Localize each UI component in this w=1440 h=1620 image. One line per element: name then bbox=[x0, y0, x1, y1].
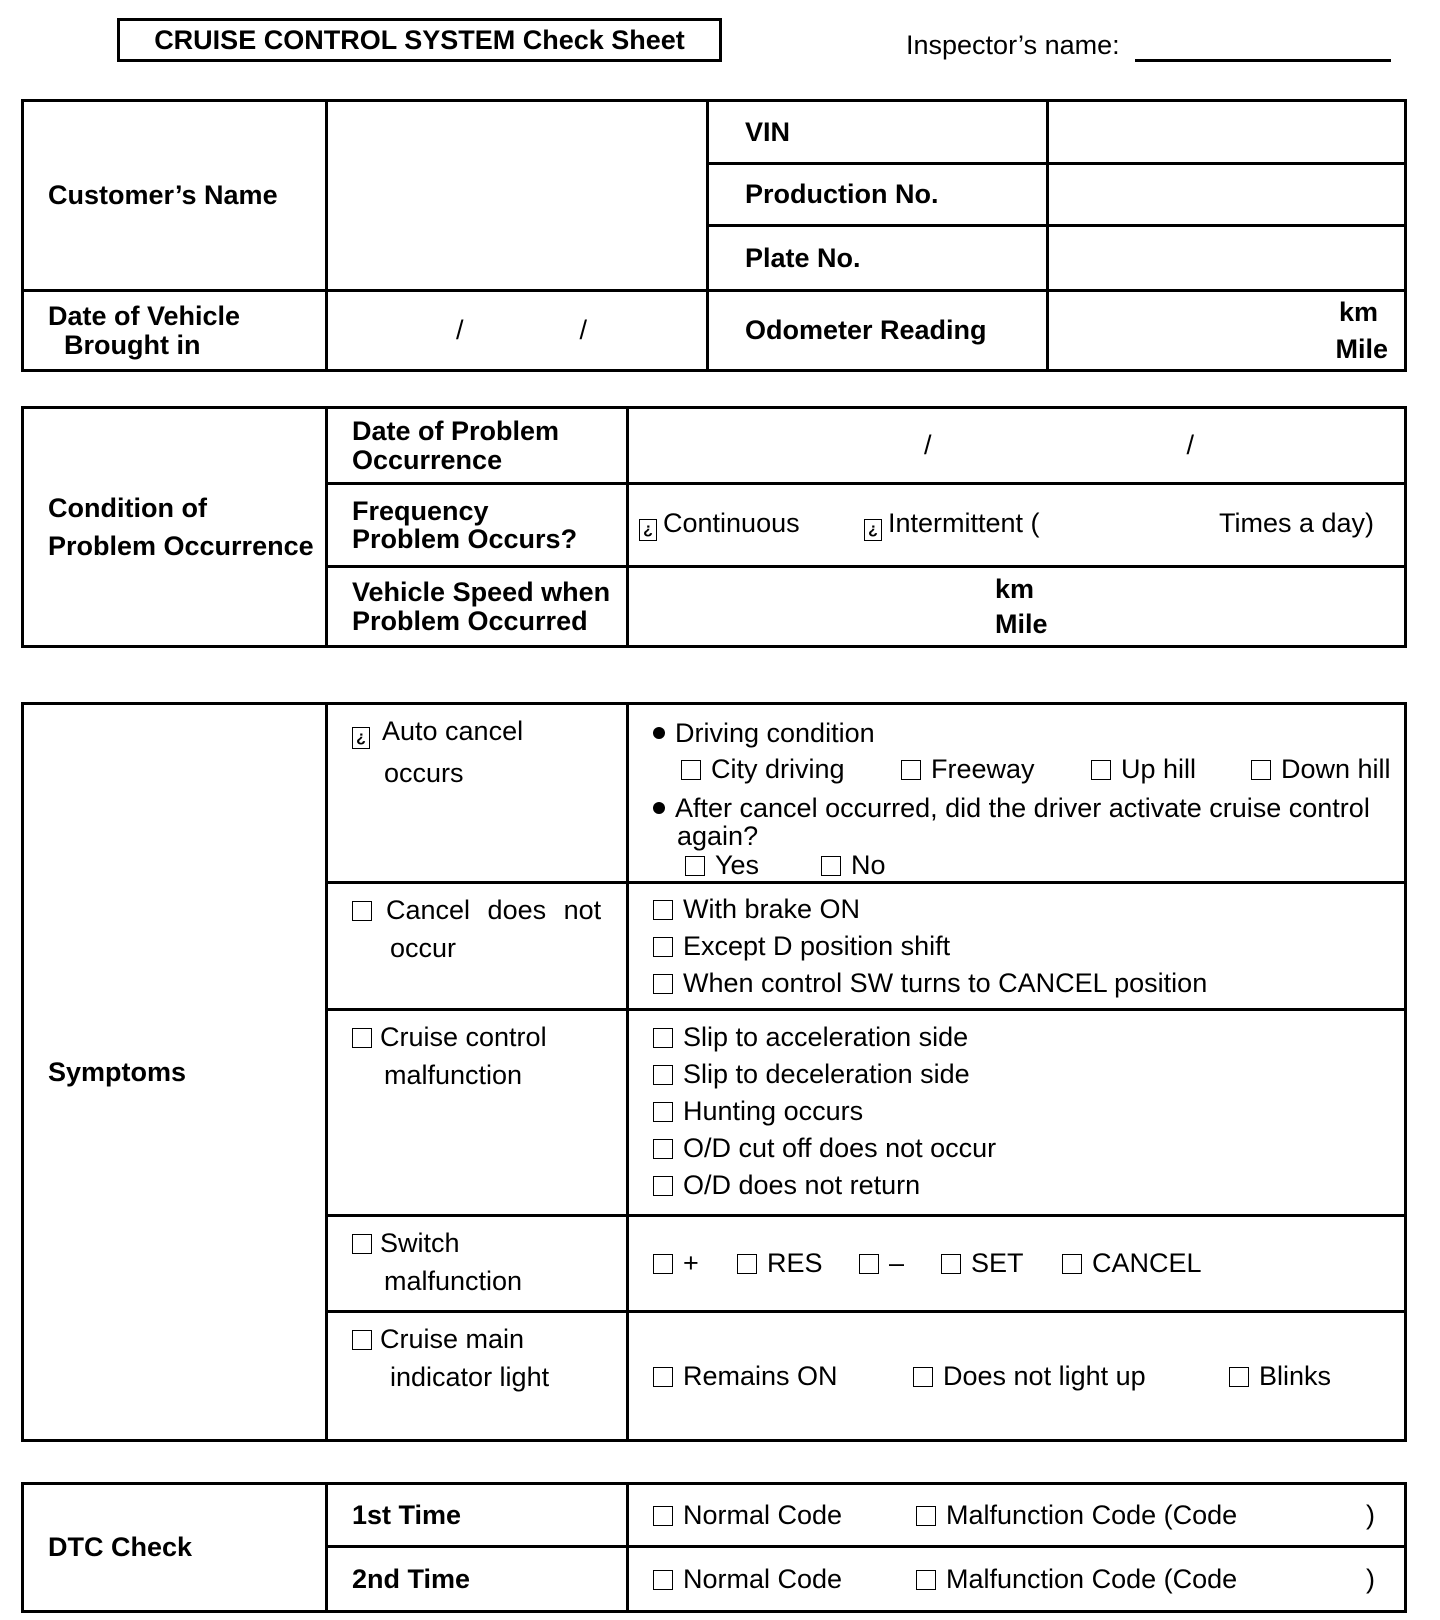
option-label: Yes bbox=[715, 850, 760, 880]
label-line: Occurrence bbox=[352, 444, 503, 475]
hunting-option[interactable] bbox=[629, 1093, 1404, 1130]
checkbox-icon[interactable] bbox=[653, 900, 673, 920]
vin-field[interactable] bbox=[1048, 101, 1406, 164]
label-line: Problem Occurred bbox=[352, 605, 588, 636]
slip-decel-option[interactable] bbox=[629, 1056, 1404, 1093]
close-paren: ) bbox=[1366, 1563, 1375, 1594]
checkbox-icon[interactable] bbox=[1251, 760, 1271, 780]
cancel-option[interactable] bbox=[1062, 1249, 1202, 1277]
label-line: Brought in bbox=[64, 329, 201, 360]
checkbox-icon[interactable] bbox=[352, 1330, 372, 1350]
option-label: Hunting occurs bbox=[683, 1096, 864, 1126]
checkbox-icon[interactable] bbox=[859, 1254, 879, 1274]
option-label: Cruise main bbox=[380, 1324, 525, 1354]
speed-label bbox=[327, 567, 628, 647]
checkbox-icon[interactable] bbox=[681, 760, 701, 780]
option-label: + bbox=[683, 1248, 699, 1279]
option-label: occur bbox=[390, 933, 457, 964]
mile-unit: Mile bbox=[1335, 333, 1388, 364]
close-paren: ) bbox=[1366, 1499, 1375, 1530]
option-label: Continuous bbox=[663, 508, 800, 538]
bullet-icon bbox=[653, 802, 665, 814]
slip-accel-option[interactable] bbox=[629, 1019, 1404, 1056]
option-label: Cruise control bbox=[380, 1022, 547, 1052]
production-no-label: Production No. bbox=[708, 164, 1048, 226]
normal-code-option[interactable] bbox=[653, 1565, 916, 1593]
plate-no-label: Plate No. bbox=[708, 226, 1048, 291]
option-label: Normal Code bbox=[683, 1563, 843, 1594]
minus-option[interactable] bbox=[859, 1249, 941, 1277]
option-label: Does not light up bbox=[943, 1360, 1146, 1391]
set-option[interactable] bbox=[941, 1249, 1062, 1277]
checkbox-icon[interactable] bbox=[653, 1028, 673, 1048]
malfunction-code-option[interactable] bbox=[916, 1565, 1366, 1593]
option-label: Normal Code bbox=[683, 1499, 843, 1530]
symptoms-table bbox=[21, 702, 1407, 1442]
cancel-not-details bbox=[628, 883, 1406, 1010]
option-label: O/D cut off does not occur bbox=[683, 1133, 997, 1163]
down-hill-option[interactable] bbox=[1251, 751, 1391, 787]
checkbox-icon[interactable] bbox=[653, 1102, 673, 1122]
remains-on-option[interactable] bbox=[653, 1362, 913, 1390]
checkbox-icon[interactable] bbox=[913, 1367, 933, 1387]
option-label: Down hill bbox=[1281, 754, 1391, 784]
checkbox-icon[interactable] bbox=[653, 1176, 673, 1196]
checkbox-icon[interactable] bbox=[1091, 760, 1111, 780]
condition-label bbox=[23, 408, 327, 647]
checkbox-icon[interactable] bbox=[352, 901, 372, 921]
question-label: After cancel occurred, did the driver activate cruise control bbox=[675, 793, 1370, 823]
auto-cancel-details bbox=[628, 704, 1406, 883]
option-label: Freeway bbox=[931, 754, 1035, 784]
checkbox-icon[interactable] bbox=[916, 1506, 936, 1526]
second-time-label: 2nd Time bbox=[327, 1547, 628, 1612]
plate-no-field[interactable] bbox=[1048, 226, 1406, 291]
option-label: indicator light bbox=[390, 1362, 550, 1393]
option-label: Except D position shift bbox=[683, 930, 951, 961]
label-line: Date of Problem bbox=[352, 416, 560, 447]
option-label: SET bbox=[971, 1248, 1024, 1279]
vehicle-info-table bbox=[21, 99, 1407, 372]
checkbox-icon[interactable] bbox=[941, 1254, 961, 1274]
checkbox-icon[interactable] bbox=[653, 1367, 673, 1387]
malfunction-code-option[interactable] bbox=[916, 1501, 1366, 1529]
odometer-field[interactable] bbox=[1048, 291, 1406, 371]
frequency-label bbox=[327, 484, 628, 567]
cruise-malfunction-option[interactable] bbox=[327, 1010, 628, 1216]
od-cutoff-option[interactable] bbox=[629, 1130, 1404, 1167]
yes-option[interactable] bbox=[685, 849, 821, 881]
inspector-label: Inspector’s name: bbox=[906, 30, 1120, 60]
question-label: again? bbox=[677, 821, 759, 851]
label-line: Vehicle Speed when bbox=[352, 577, 611, 608]
checkbox-icon[interactable] bbox=[1062, 1254, 1082, 1274]
problem-date-field[interactable] bbox=[628, 408, 1406, 484]
blinks-option[interactable] bbox=[1229, 1362, 1331, 1390]
except-d-option[interactable] bbox=[629, 928, 1404, 965]
option-label: When control SW turns to CANCEL position bbox=[683, 967, 1208, 998]
checkbox-icon[interactable]: ¿ bbox=[639, 519, 657, 541]
bullet-icon bbox=[653, 727, 665, 739]
checkbox-icon[interactable] bbox=[352, 1028, 372, 1048]
label-line: Frequency bbox=[352, 495, 489, 526]
customer-name-label: Customer’s Name bbox=[23, 101, 327, 291]
od-return-option[interactable] bbox=[629, 1167, 1404, 1204]
checkbox-icon[interactable] bbox=[685, 856, 705, 876]
option-label: Malfunction Code (Code bbox=[946, 1499, 1238, 1530]
checkbox-icon[interactable] bbox=[352, 1234, 372, 1254]
sheet-title: CRUISE CONTROL SYSTEM Check Sheet bbox=[117, 18, 722, 62]
checkbox-icon[interactable]: ¿ bbox=[352, 727, 370, 749]
condition-table bbox=[21, 406, 1407, 648]
option-label: malfunction bbox=[384, 1060, 523, 1091]
auto-cancel-option[interactable] bbox=[327, 704, 628, 883]
option-label: Remains ON bbox=[683, 1360, 838, 1391]
times-a-day-label: Times a day) bbox=[1219, 508, 1375, 538]
malfunction-details bbox=[628, 1010, 1406, 1216]
label-line: Date of Vehicle bbox=[48, 301, 241, 332]
driving-condition-label: Driving condition bbox=[675, 718, 875, 748]
checkbox-icon[interactable] bbox=[1229, 1367, 1249, 1387]
label-line: Problem Occurrence bbox=[48, 531, 314, 561]
intermittent-option[interactable] bbox=[864, 509, 1219, 541]
option-label: Slip to acceleration side bbox=[683, 1022, 969, 1052]
production-no-field[interactable] bbox=[1048, 164, 1406, 226]
option-label: RES bbox=[767, 1248, 823, 1279]
km-unit: km bbox=[995, 574, 1035, 605]
option-label: Auto cancel bbox=[382, 716, 524, 746]
continuous-option[interactable] bbox=[639, 509, 864, 541]
checkbox-icon[interactable] bbox=[821, 856, 841, 876]
mile-unit: Mile bbox=[995, 608, 1048, 639]
option-label: malfunction bbox=[384, 1266, 523, 1297]
option-label: Slip to deceleration side bbox=[683, 1059, 970, 1089]
checkbox-icon[interactable] bbox=[653, 1065, 673, 1085]
date-brought-label bbox=[23, 291, 327, 371]
checkbox-icon[interactable]: ¿ bbox=[864, 519, 882, 541]
checkbox-icon[interactable] bbox=[901, 760, 921, 780]
date-brought-field[interactable] bbox=[327, 291, 708, 371]
brake-on-option[interactable] bbox=[629, 891, 1404, 928]
date-separator: / bbox=[456, 315, 464, 346]
no-option[interactable] bbox=[821, 849, 886, 881]
checkbox-icon[interactable] bbox=[916, 1570, 936, 1590]
not-light-up-option[interactable] bbox=[913, 1362, 1229, 1390]
normal-code-option[interactable] bbox=[653, 1501, 916, 1529]
dtc-label: DTC Check bbox=[23, 1484, 327, 1612]
symptoms-label: Symptoms bbox=[23, 704, 327, 1441]
date-separator: / bbox=[924, 430, 932, 461]
km-unit: km bbox=[1338, 297, 1378, 328]
date-separator: / bbox=[579, 315, 588, 346]
vin-label: VIN bbox=[708, 101, 1048, 164]
label-line: Problem Occurs? bbox=[352, 524, 578, 554]
freeway-option[interactable] bbox=[901, 751, 1091, 787]
plus-option[interactable] bbox=[653, 1249, 737, 1277]
checkbox-icon[interactable] bbox=[653, 937, 673, 957]
first-time-options bbox=[628, 1484, 1406, 1547]
city-driving-option[interactable] bbox=[681, 751, 901, 787]
date-separator: / bbox=[1186, 430, 1195, 461]
frequency-field bbox=[628, 484, 1406, 567]
speed-field[interactable] bbox=[628, 567, 1406, 647]
switch-malfunction-option[interactable] bbox=[327, 1216, 628, 1312]
problem-date-label bbox=[327, 408, 628, 484]
option-label: occurs bbox=[384, 758, 464, 788]
option-label: City driving bbox=[711, 754, 845, 784]
checkbox-icon[interactable] bbox=[737, 1254, 757, 1274]
indicator-light-option[interactable] bbox=[327, 1312, 628, 1441]
inspector-name-field[interactable] bbox=[1135, 59, 1391, 62]
option-label: Blinks bbox=[1259, 1360, 1332, 1391]
up-hill-option[interactable] bbox=[1091, 751, 1251, 787]
cancel-not-occur-option[interactable] bbox=[327, 883, 628, 1010]
option-label: – bbox=[889, 1248, 905, 1279]
dtc-table bbox=[21, 1482, 1407, 1613]
checkbox-icon[interactable] bbox=[653, 1254, 673, 1274]
checkbox-icon[interactable] bbox=[653, 1506, 673, 1526]
cancel-position-option[interactable] bbox=[629, 965, 1404, 1002]
option-label: Switch bbox=[380, 1228, 460, 1258]
option-label: No bbox=[851, 850, 886, 880]
checkbox-icon[interactable] bbox=[653, 1139, 673, 1159]
first-time-label: 1st Time bbox=[327, 1484, 628, 1547]
option-label: Intermittent ( bbox=[888, 508, 1040, 538]
customer-name-field[interactable] bbox=[327, 101, 708, 291]
checkbox-icon[interactable] bbox=[653, 974, 673, 994]
option-label: CANCEL bbox=[1092, 1248, 1202, 1279]
option-label: With brake ON bbox=[683, 893, 861, 924]
second-time-options bbox=[628, 1547, 1406, 1612]
label-line: Condition of bbox=[48, 492, 207, 523]
option-label: O/D does not return bbox=[683, 1170, 921, 1200]
indicator-details bbox=[628, 1312, 1406, 1441]
odometer-label: Odometer Reading bbox=[708, 291, 1048, 371]
option-label: Malfunction Code (Code bbox=[946, 1563, 1238, 1594]
checkbox-icon[interactable] bbox=[653, 1570, 673, 1590]
option-label: Cancel does not bbox=[386, 895, 602, 925]
switch-details bbox=[628, 1216, 1406, 1312]
res-option[interactable] bbox=[737, 1249, 859, 1277]
option-label: Up hill bbox=[1121, 754, 1197, 784]
